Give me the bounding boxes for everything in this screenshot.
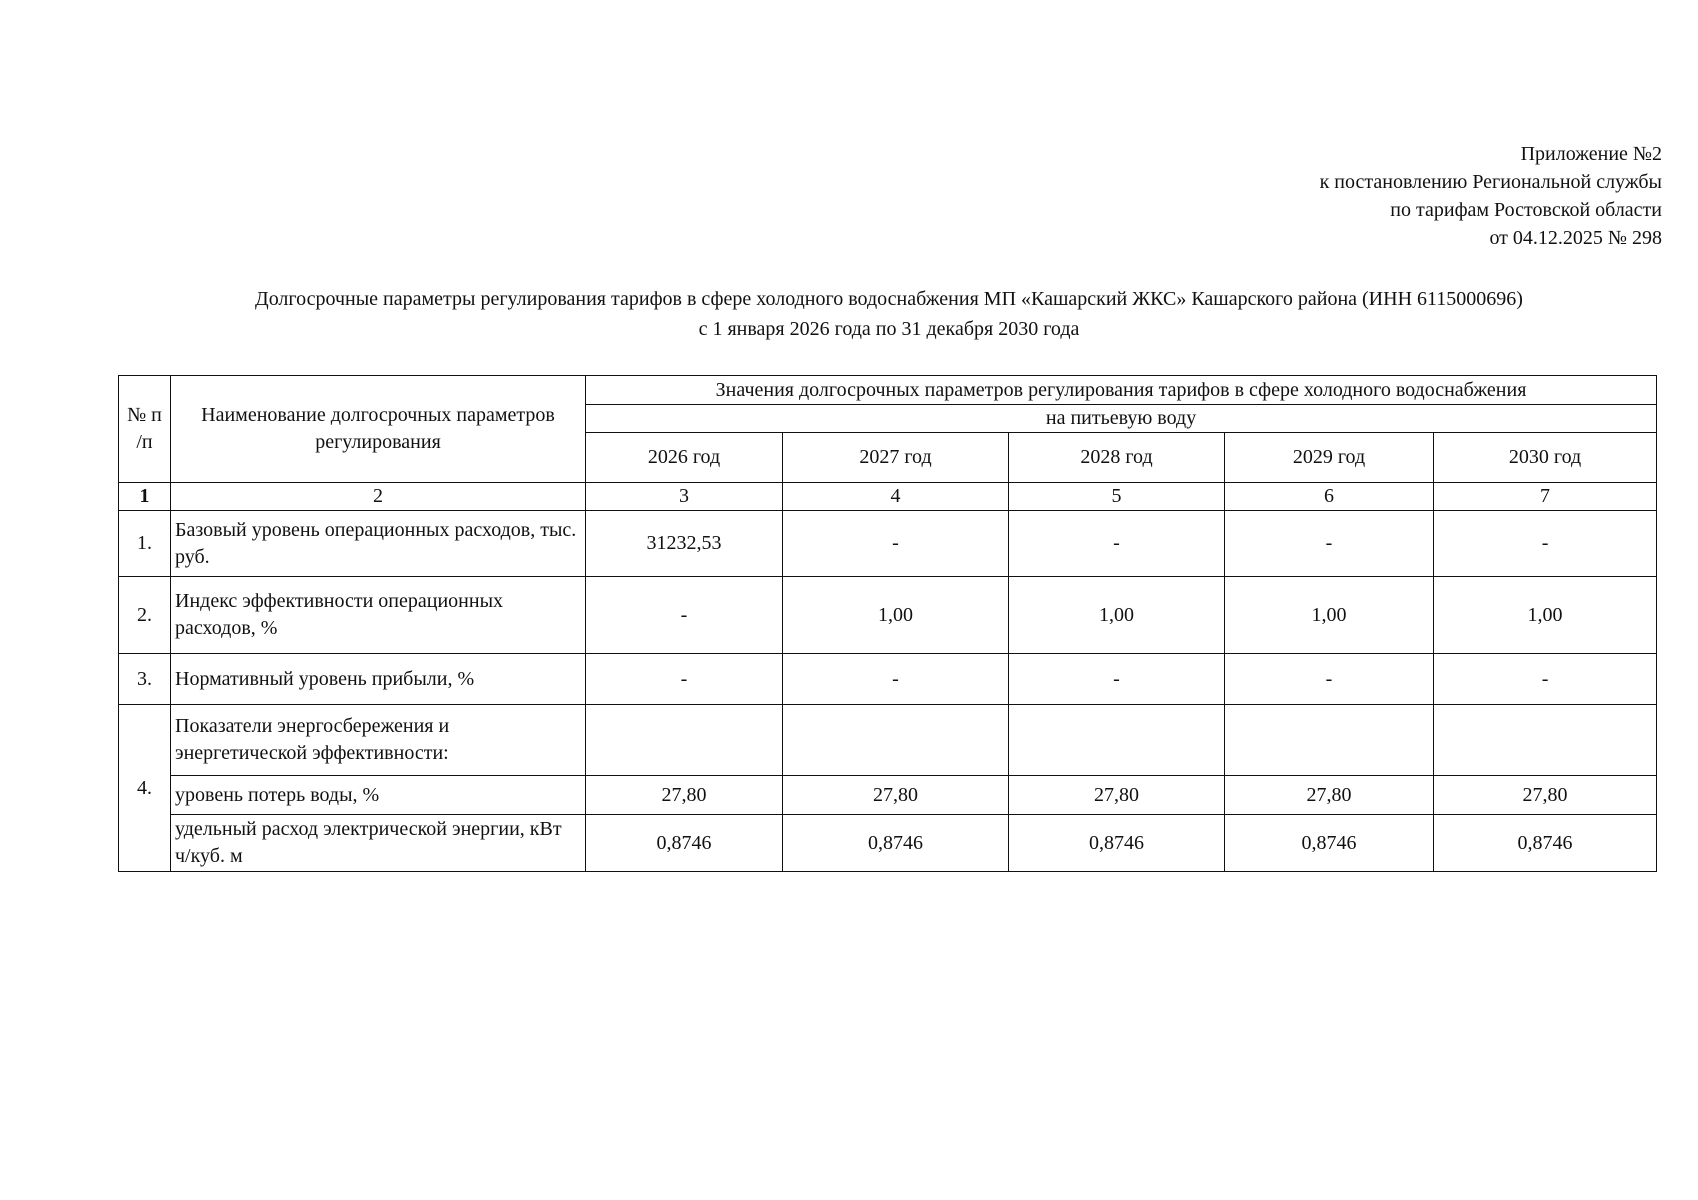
subrow-value: 0,8746 <box>586 815 783 872</box>
row-value: - <box>1009 511 1225 577</box>
header-year: 2026 год <box>586 433 783 483</box>
appendix-authority: по тарифам Ростовской области <box>1390 199 1662 221</box>
row-number: 4. <box>119 705 171 872</box>
row-value: - <box>586 577 783 654</box>
table-row <box>119 577 1657 654</box>
row-value <box>783 705 1009 776</box>
row-number: 3. <box>119 654 171 705</box>
header-num: № п /п <box>119 376 171 483</box>
subrow-value: 27,80 <box>1009 776 1225 815</box>
subrow-value: 0,8746 <box>1434 815 1657 872</box>
row-name: Индекс эффективности операционных расходов, % <box>171 577 586 654</box>
column-number: 6 <box>1225 483 1434 511</box>
subrow-value: 27,80 <box>1434 776 1657 815</box>
column-number: 2 <box>171 483 586 511</box>
row-value: 1,00 <box>783 577 1009 654</box>
row-value: 1,00 <box>1009 577 1225 654</box>
row-number: 1. <box>119 511 171 577</box>
row-value <box>1434 705 1657 776</box>
row-value <box>586 705 783 776</box>
appendix-title: Приложение №2 <box>1520 143 1662 165</box>
column-number: 1 <box>119 483 171 511</box>
row-value: - <box>586 654 783 705</box>
subrow-value: 27,80 <box>586 776 783 815</box>
header-values-group: Значения долгосрочных параметров регулирования тарифов в сфере холодного водоснабжения <box>586 376 1657 405</box>
subrow-value: 0,8746 <box>1225 815 1434 872</box>
header-year: 2030 год <box>1434 433 1657 483</box>
header-subgroup: на питьевую воду <box>586 405 1657 433</box>
document-title-line-1: Долгосрочные параметры регулирования тарифов в сфере холодного водоснабжения МП «Кашарский ЖКС» Кашарского района (ИНН 6115000696) <box>255 288 1523 310</box>
row-value: - <box>1434 654 1657 705</box>
row-value: - <box>783 511 1009 577</box>
table-subrow <box>119 776 1657 815</box>
subrow-value: 0,8746 <box>783 815 1009 872</box>
row-name: Нормативный уровень прибыли, % <box>171 654 586 705</box>
row-value: 1,00 <box>1225 577 1434 654</box>
header-year: 2028 год <box>1009 433 1225 483</box>
table-row <box>119 705 1657 776</box>
table-row <box>119 654 1657 705</box>
subrow-value: 27,80 <box>783 776 1009 815</box>
row-value <box>1225 705 1434 776</box>
document-title <box>0 284 1698 344</box>
header-name: Наименование долгосрочных параметров регулирования <box>171 376 586 483</box>
subrow-value: 27,80 <box>1225 776 1434 815</box>
column-numbers-row <box>119 483 1657 511</box>
table-row <box>119 511 1657 577</box>
document-title-line-2: с 1 января 2026 года по 31 декабря 2030 года <box>698 318 1080 340</box>
header-year: 2027 год <box>783 433 1009 483</box>
column-number: 7 <box>1434 483 1657 511</box>
header-row-1 <box>119 376 1657 405</box>
row-value: - <box>783 654 1009 705</box>
row-name: Показатели энергосбережения и энергетической эффективности: <box>171 705 586 776</box>
row-value <box>1009 705 1225 776</box>
column-number: 5 <box>1009 483 1225 511</box>
row-value: - <box>1009 654 1225 705</box>
subrow-name: уровень потерь воды, % <box>171 776 586 815</box>
row-value: - <box>1225 654 1434 705</box>
appendix-reference: к постановлению Региональной службы <box>1319 171 1662 193</box>
row-number: 2. <box>119 577 171 654</box>
appendix-block <box>1320 140 1662 252</box>
row-value: - <box>1225 511 1434 577</box>
column-number: 4 <box>783 483 1009 511</box>
parameters-table <box>118 375 1657 872</box>
subrow-name: удельный расход электрической энергии, кВт ч/куб. м <box>171 815 586 872</box>
row-value: 1,00 <box>1434 577 1657 654</box>
subrow-value: 0,8746 <box>1009 815 1225 872</box>
row-name: Базовый уровень операционных расходов, тыс. руб. <box>171 511 586 577</box>
row-value: - <box>1434 511 1657 577</box>
row-value: 31232,53 <box>586 511 783 577</box>
table-subrow <box>119 815 1657 872</box>
appendix-date-number: от 04.12.2025 № 298 <box>1489 227 1662 249</box>
header-year: 2029 год <box>1225 433 1434 483</box>
column-number: 3 <box>586 483 783 511</box>
